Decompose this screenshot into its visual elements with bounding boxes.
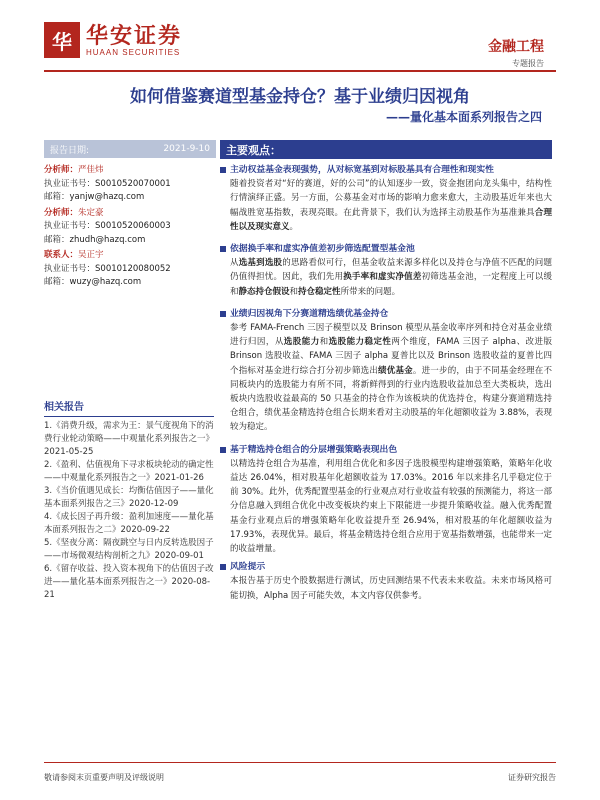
email-label: 邮箱： [44, 192, 70, 202]
section-heading: 依据换手率和虚实净值差初步筛选配置型基金池 [220, 242, 552, 256]
view-section [220, 307, 552, 435]
main-view-heading: 主要观点： [220, 140, 552, 159]
analyst-email[interactable]: wuzy@hazq.com [69, 277, 142, 287]
page-title: 如何借鉴赛道型基金持仓？基于业绩归因视角 [130, 87, 470, 107]
emphasis-text: 选股能力 [283, 337, 320, 348]
related-report-item[interactable]: 5.《坚夜分离：隔夜跳空与日内反转选股因子——市场微观结构剖析之九》2020-09-01 [44, 538, 214, 561]
body-text: 以精选持仓组合为基准，利用组合优化和多因子选股模型构建增强策略，策略年化收益达 26.04%，相对股基年化超额收益为 17.03%。2016 年以来排名几乎稳定位于前 30%。此外，优秀配置型基金的行业观点对行业收益有较强的预测能力，将这一部分信息融入到组合优化中改变板块约束上下限能进一步提升策略收益。融入优秀配置基金行业观点后的增强策略年化收益提升至 26.94%，相对股基的年化超额收益为 17.93%，表现优异。最后，将基金精选持仓组合应用于宽基指数增强，也能带来一定的收益增量。 [230, 458, 552, 555]
emphasis-text: 合理性以及现实意义 [230, 207, 552, 232]
body-text: 和 [289, 286, 299, 297]
view-section [220, 560, 552, 603]
email-label: 邮箱： [44, 234, 70, 245]
cert-label: 执业证书号： [44, 263, 96, 274]
email-label: 邮箱： [44, 277, 70, 287]
logo-icon: 华 [44, 22, 80, 58]
body-text: 的思路看似可行，但基金收益来源多样化以及持仓与净值不匹配的问题仍值得担忧。因此，我们先用 [230, 258, 552, 283]
view-section [220, 443, 552, 557]
footer-label: 证券研究报告 [508, 773, 556, 782]
analyst-name: 严佳炜 [78, 165, 104, 175]
logo-text [86, 24, 182, 57]
header-divider [44, 70, 556, 72]
main-view-column [220, 140, 552, 603]
body-text: 参考 FAMA-French 三因子模型以及 Brinson 模型从基金收率序列和持仓对基金业绩进行归因，从 [230, 323, 552, 348]
section-heading: 业绩归因视角下分赛道精选绩优基金持仓 [220, 307, 552, 321]
logo-cn: 华安证券 [86, 22, 183, 49]
emphasis-text: 换手率和虚实净值差 [343, 272, 422, 283]
analyst-list [44, 164, 216, 290]
body-text: 随着投资者对“好的赛道，好的公司”的认知逐步一致，资金抱团向龙头集中，结构性行情演绎正盛。另一方面，公募基金对市场的影响力愈来愈大，主动股基近年来也大幅战胜宽基指数，表现亮眼。在此背景下，我们认为选择主动股基作为基准兼具 [230, 179, 552, 218]
analyst-email[interactable]: yanjw@hazq.com [69, 192, 145, 202]
analyst-role: 联系人： [44, 250, 79, 260]
cert-label: 执业证书号： [44, 221, 96, 231]
view-section [220, 163, 552, 234]
body-text: 所带来的问题。 [340, 286, 401, 297]
body-text: 本报告基于历史个股数据进行测试，历史回测结果不代表未来收益。未来市场风格可能切换，Alpha 因子可能失效，本文内容仅供参考。 [230, 576, 552, 601]
section-body [220, 177, 552, 234]
cert-number: S0010520060003 [95, 221, 171, 231]
body-text: 和 [319, 337, 329, 348]
body-text: 。进一步的，由于不同基金经理在不同板块内的选股能力有所不同，将新鲜得到的行业内选股收益加总至大类板块，选出板块内选股收益最高的 50 只基金的持仓作为该板块的优选持仓，构建分赛道精选持仓组合，绩优基金精选持仓组合长期来看对主动股基的年化超额收益为 3.88%，表现较为稳定。 [230, 365, 552, 433]
section-heading: 主动权益基金表现强势，从对标宽基到对标股基具有合理性和现实性 [220, 163, 552, 177]
body-text: 从 [230, 258, 239, 269]
report-subtype: 专题报告 [512, 59, 544, 68]
section-body [220, 321, 552, 435]
cert-number: S0010520070001 [95, 178, 171, 189]
analyst-email[interactable]: zhudh@hazq.com [69, 234, 146, 245]
analyst-role: 分析师： [44, 165, 79, 175]
emphasis-text: 静态持仓假设 [238, 286, 290, 297]
related-report-item[interactable]: 4.《成长因子再升级：盈利加速度——量化基本面系列报告之二》2020-09-22 [44, 512, 214, 535]
body-text: 两个维度，FAMA 三因子 alpha、改进版 Brinson 选股收益、FAMA 三因子 alpha 夏普比以及 Brinson 选股收益的夏普比四个指标对基金进行综合打分初步筛选出 [230, 337, 552, 376]
emphasis-text: 绩优基金 [378, 365, 413, 376]
footer-disclaimer: 敬请参阅末页重要声明及评级说明 [44, 773, 164, 782]
page-subtitle: ——量化基本面系列报告之四 [385, 110, 542, 124]
related-report-item[interactable]: 1.《消费升级，需求为王：景气度视角下的消费行业轮动策略——中观量化系列报告之一》2021-05-25 [44, 421, 215, 457]
analyst-name: 朱定豪 [78, 207, 104, 218]
cert-number: S0010120080052 [95, 263, 171, 274]
emphasis-text: 选股能力稳定性 [328, 337, 392, 348]
related-reports-list [44, 420, 214, 602]
analyst-role: 分析师： [44, 207, 79, 218]
analyst-entry [44, 207, 216, 248]
report-type: 金融工程 [488, 39, 544, 55]
main-view-sections [220, 163, 552, 603]
view-section [220, 242, 552, 299]
brand-logo [44, 22, 182, 58]
analyst-entry [44, 249, 216, 290]
section-heading: 风险提示 [220, 560, 552, 574]
section-heading: 基于精选持仓组合的分层增强策略表现出色 [220, 443, 552, 457]
logo-en: HUAAN SECURITIES [86, 47, 181, 57]
emphasis-text: 持仓稳定性 [298, 286, 341, 297]
left-column [44, 140, 216, 292]
section-body [220, 256, 552, 299]
analyst-name: 吴正宇 [78, 250, 104, 260]
emphasis-text: 选基到选股 [238, 258, 283, 269]
body-text: 初筛选基金池，一定程度上可以缓和 [230, 272, 552, 297]
section-body [220, 574, 552, 602]
related-reports-heading: 相关报告 [44, 398, 214, 417]
related-report-item[interactable]: 6.《留存收益、投入资本视角下的估值因子改进——量化基本面系列报告之一》2020-08-21 [44, 564, 214, 600]
report-date-bar [44, 140, 216, 158]
related-report-item[interactable]: 2.《盈利、估值视角下寻求板块轮动的确定性——中观量化系列报告之一》2021-01-26 [44, 460, 214, 483]
report-date: 2021-9-10 [163, 144, 210, 154]
analyst-entry [44, 164, 216, 205]
footer-divider [44, 762, 556, 763]
cert-label: 执业证书号： [44, 178, 96, 189]
section-body [220, 457, 552, 556]
report-date-label: 报告日期: [50, 145, 90, 156]
body-text: 。 [289, 221, 299, 232]
related-report-item[interactable]: 3.《当价值遇见成长：均衡估值因子——量化基本面系列报告之三》2020-12-09 [44, 486, 214, 509]
